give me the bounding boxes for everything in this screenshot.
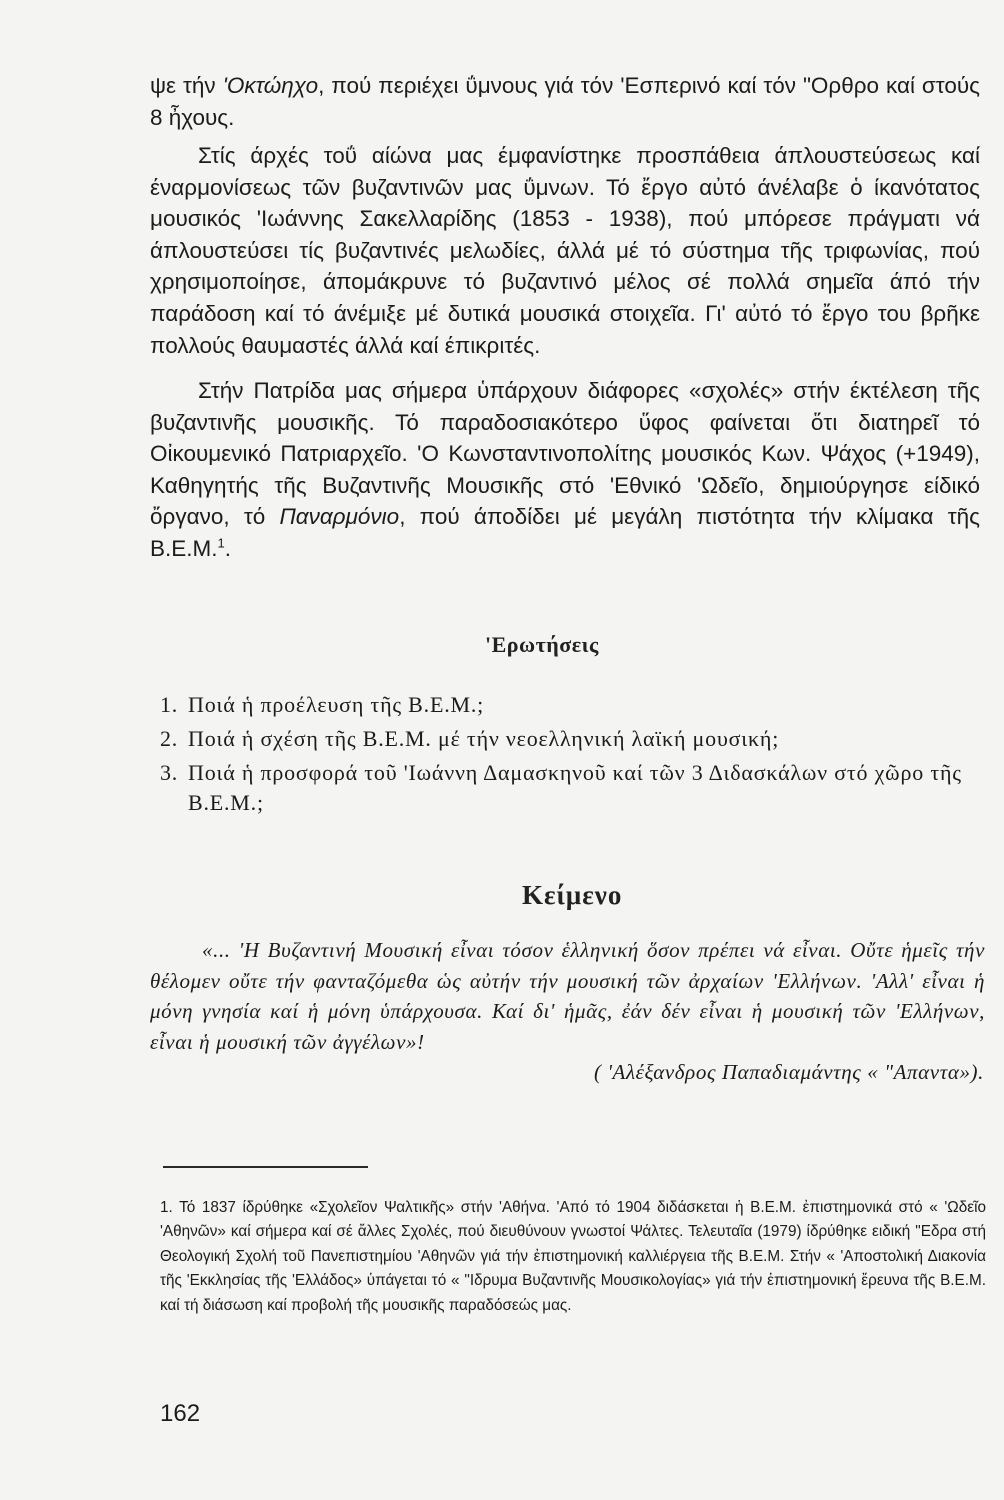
paragraph-3-end: , πού άποδίδει μέ μεγάλη πιστότητα τήν κλίμακα τῆς Β.Ε.Μ.: [150, 504, 980, 561]
quote-attribution: ( 'Αλέξανδρος Παπαδιαμάντης « "Απαντα»).: [594, 1060, 984, 1084]
paragraph-1-end: , πού περιέχει ΰμνους γιά τόν 'Εσπερινό καί τόν "Ορθρο καί στούς 8 ἦχους.: [150, 73, 980, 130]
question-number: 2.: [160, 726, 179, 751]
questions-list: [160, 690, 970, 822]
footnote-reference: 1: [217, 535, 225, 551]
question-number: 3.: [160, 760, 179, 785]
paragraph-1: [150, 70, 980, 133]
paragraph-3-start: Στήν Πατρίδα μας σήμερα ὑπάρχουν διάφορες «σχολές» στήν έκτέλεση τῆς βυζαντινῆς μουσικῆς. Τό παραδοσιακότερο ὕφος φαίνεται ὅτι διατηρεῖ τό Οἰκουμενικό Πατριαρχεῖο. 'Ο Κωνσταντινοπολίτης μουσικός Κων. Ψάχος (+1949), Καθηγητής τῆς Βυζαντινῆς Μουσικῆς στό 'Εθνικό 'Ωδεῖο, δημιούργησε είδικό ὄργανο, τό: [150, 378, 980, 530]
text-heading: Κείμενο: [522, 880, 623, 910]
paragraph-1-start: ψε τήν: [150, 73, 223, 98]
page-number: 162: [160, 1400, 201, 1427]
question-number: 1.: [160, 692, 179, 717]
question-item: [160, 690, 970, 720]
footnote-divider: [163, 1166, 368, 1168]
question-item: [160, 724, 970, 754]
paragraph-3-period: .: [224, 535, 232, 561]
paragraph-2: Στίς άρχές τοΰ αίώνα μας έμφανίστηκε προσπάθεια άπλουστεύσεως καί έναρμονίσεως τῶν βυζαντινῶν μας ΰμνων. Τό ἔργο αὐτό άνέλαβε ὁ ίκανότατος μουσικός 'Ιωάννης Σακελλαρίδης (1853 - 1938), πού μπόρεσε πράγματι νά άπλουστεύσει τίς βυζαντινές μελωδίες, άλλά μέ τό σύστημα τῆς τριφωνίας, πού χρησιμοποίησε, άπομάκρυνε τό βυζαντινό μέλος σέ πολλά σημεῖα άπό τήν παράδοση καί τό άνέμιξε μέ δυτικά μουσικά στοιχεῖα. Γι' αὐτό τό ἔργο του βρῆκε πολλούς θαυμαστές άλλά καί έπικριτές.: [150, 143, 980, 358]
octoechos-term: 'Οκτώηχο: [222, 73, 319, 98]
question-text: Ποιά ἡ προέλευση τῆς Β.Ε.Μ.;: [188, 692, 485, 717]
paragraph-3: [150, 375, 980, 565]
panarmonio-term: Παναρμόνιο: [279, 504, 400, 530]
footnote-text: 1. Τό 1837 ίδρύθηκε «Σχολεῖον Ψαλτικῆς» στήν 'Αθήνα. 'Από τό 1904 διδάσκεται ἡ Β.Ε.Μ. ἐπιστημονικά στό « 'Ωδεῖο 'Αθηνῶν» καί σήμερα καί σέ ἄλλες Σχολές, πού διευθύνουν γνωστοί Ψάλτες. Τελευταῖα (1979) ίδρύθηκε ειδική "Εδρα στή Θεολογική Σχολή τοῦ Πανεπιστημίου 'Αθηνῶν γιά τήν ἐπιστημονική καλλιέργεια τῆς Β.Ε.Μ. Στήν « 'Αποστολική Διακονία τῆς 'Εκκλησίας τῆς 'Ελλάδος» ὑπάγεται τό « "Ιδρυμα Βυζαντινῆς Μουσικολογίας» γιά τήν ἐπιστημονική ἔρευνα τῆς Β.Ε.Μ. καί τή διάσωση καί προβολή τῆς μουσικῆς παραδόσεώς μας.: [160, 1199, 986, 1314]
questions-heading: 'Ερωτήσεις: [485, 632, 599, 657]
question-item: [160, 758, 970, 818]
quote-text: «... 'Η Βυζαντινή Μουσική εἶναι τόσον ἑλληνική ὅσον πρέπει νά εἶναι. Οὔτε ἡμεῖς τήν θέλομεν οὔτε τήν φανταζόμεθα ὡς αὐτήν τήν μουσική τῶν ἀρχαίων 'Ελλήνων. 'Αλλ' εἶναι ἡ μόνη γνησία καί ἡ μόνη ὑπάρχουσα. Καί δι' ἡμᾶς, ἐάν δέν εἶναι ἡ μουσική τῶν 'Ελλήνων, εἶναι ἡ μουσική τῶν ἀγγέλων»!: [150, 938, 985, 1054]
question-text: Ποιά ἡ σχέση τῆς Β.Ε.Μ. μέ τήν νεοελληνική λαϊκή μουσική;: [188, 726, 780, 751]
question-text: Ποιά ἡ προσφορά τοῦ 'Ιωάννη Δαμασκηνοῦ καί τῶν 3 Διδασκάλων στό χῶρο τῆς Β.Ε.Μ.;: [188, 760, 962, 815]
